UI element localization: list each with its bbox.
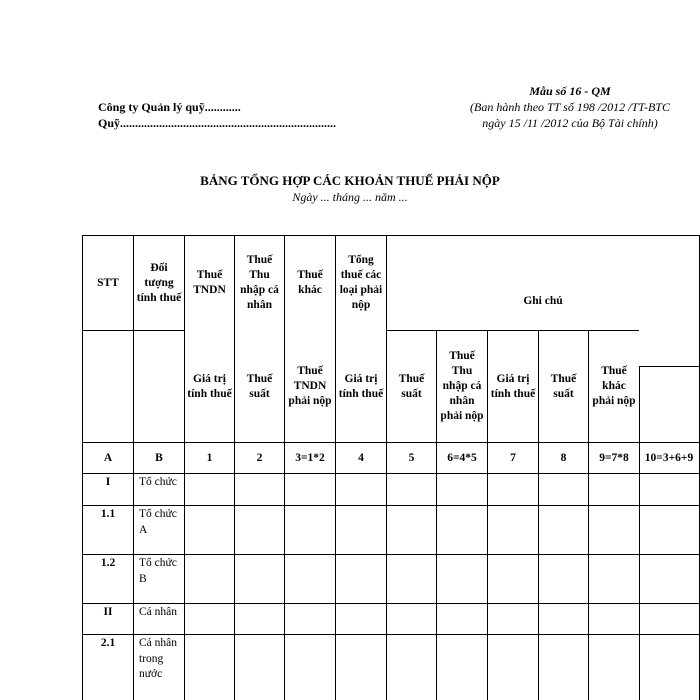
sub-header-3: Thuế TNDN phải nộp xyxy=(288,365,332,407)
row-stt: II xyxy=(103,606,113,618)
row-stt: 1.1 xyxy=(100,508,116,520)
page-title: BẢNG TỔNG HỢP CÁC KHOẢN THUẾ PHẢI NỘP xyxy=(200,173,500,188)
date-line: Ngày ... tháng ... năm ... xyxy=(292,190,408,204)
index-cell-a: A xyxy=(103,451,113,464)
issued-by-line1: (Ban hành theo TT số 198 /2012 /TT-BTC xyxy=(470,100,670,114)
sub-header-4: Giá trị tính thuế xyxy=(338,372,384,400)
sub-header-9: Thuế khác phải nộp xyxy=(592,365,636,407)
header-stt: STT xyxy=(97,276,119,289)
row-name: Tổ chức xyxy=(139,476,177,488)
row-name: Cá nhân xyxy=(139,606,178,618)
header-cit: Thuế TNDN xyxy=(193,269,226,296)
sub-header-8: Thuế suất xyxy=(550,372,577,400)
index-cell-7: 7 xyxy=(510,451,516,464)
sub-header-7: Giá trị tính thuế xyxy=(490,372,536,400)
issued-by-line2: ngày 15 /11 /2012 của Bộ Tài chính) xyxy=(482,116,658,130)
index-cell-6: 6=4*5 xyxy=(447,451,477,464)
sub-header-2: Thuế suất xyxy=(246,372,273,400)
company-name: Công ty Quản lý quỹ............ xyxy=(98,100,241,114)
index-cell-3: 3=1*2 xyxy=(295,451,325,464)
row-name: Cá nhân trong nước xyxy=(139,637,178,680)
index-cell-2: 2 xyxy=(256,451,263,464)
sub-header-1: Giá trị tính thuế xyxy=(187,372,232,400)
sub-header-5: Thuế suất xyxy=(398,372,425,400)
index-cell-10: 10=3+6+9 xyxy=(644,451,694,464)
header-subject: Đối tượng tính thuế xyxy=(136,261,182,304)
index-cell-5: 5 xyxy=(408,451,415,464)
index-cell-b: B xyxy=(155,451,163,464)
fund-name: Quỹ........................................................................ xyxy=(98,116,337,130)
row-stt: 1.2 xyxy=(100,557,116,569)
header-total-tax: Tổng thuế các loại phải nộp xyxy=(339,254,383,311)
row-name: Tổ chức A xyxy=(139,508,177,536)
index-cell-4: 4 xyxy=(358,451,364,464)
header-pit: Thuế Thu nhập cá nhân xyxy=(240,254,279,311)
sub-header-6: Thuế Thu nhập cá nhân phải nộp xyxy=(440,350,484,422)
row-stt: 2.1 xyxy=(100,637,116,649)
row-stt: I xyxy=(105,476,111,488)
form-number: Mẫu số 16 - QM xyxy=(529,84,611,98)
index-cell-9: 9=7*8 xyxy=(599,451,629,464)
header-note: Ghi chú xyxy=(523,294,563,307)
row-name: Tổ chức B xyxy=(139,557,177,585)
index-cell-8: 8 xyxy=(560,451,567,464)
index-cell-1: 1 xyxy=(206,451,213,464)
header-other-tax: Thuế khác xyxy=(297,269,323,296)
